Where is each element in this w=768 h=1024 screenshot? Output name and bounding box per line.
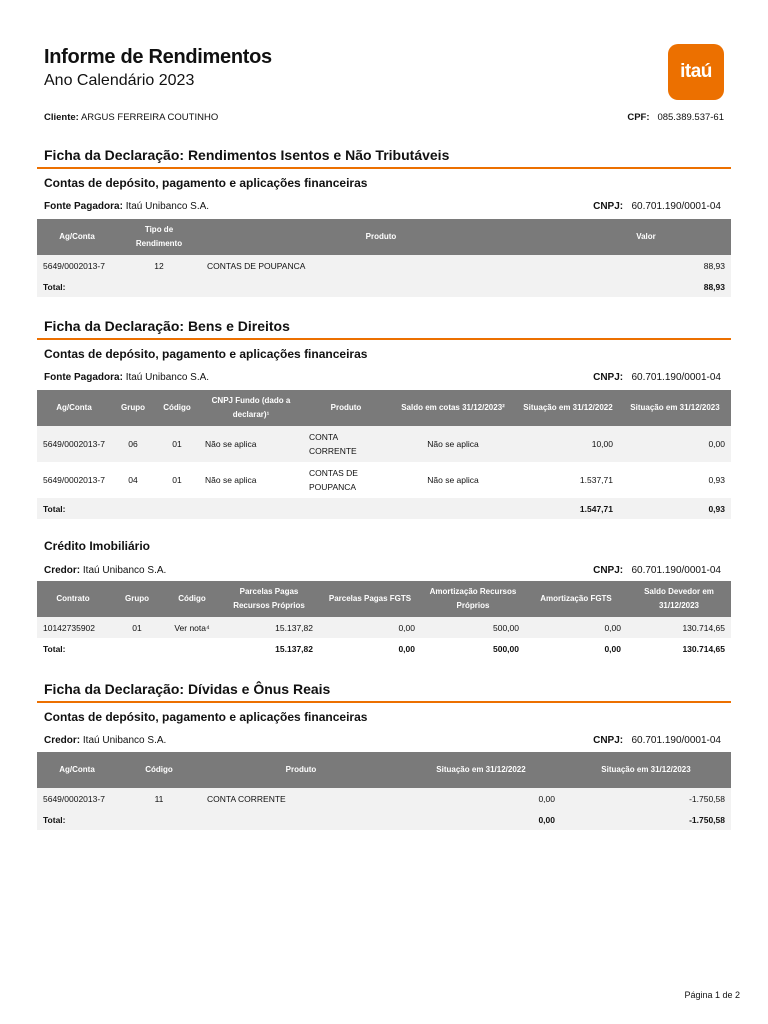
cell: 01 (172, 475, 182, 485)
subsection-title: Contas de depósito, pagamento e aplicações financeiras (44, 710, 368, 724)
cell: 5649/0002013-7 (37, 788, 117, 809)
col-header: Código (155, 390, 199, 426)
page-subtitle: Ano Calendário 2023 (44, 72, 195, 89)
table-row (37, 788, 731, 809)
cell: Não se aplica (427, 475, 479, 485)
fonte-pagadora (44, 201, 209, 212)
cnpj-label: CNPJ: (593, 565, 624, 576)
cell: 0,00 (525, 617, 627, 638)
col-header: Parcelas Pagas FGTS (319, 581, 421, 617)
total-value: 1.547,71 (517, 498, 619, 519)
col-header: Situação em 31/12/2023 (619, 390, 731, 426)
col-header: Grupo (111, 390, 155, 426)
cnpj-value: 60.701.190/0001-04 (631, 372, 721, 383)
cell: 0,00 (619, 426, 731, 462)
table-row (37, 617, 731, 638)
cell: Não se aplica (199, 426, 303, 462)
cell: CONTAS DE POUPANCA (309, 468, 358, 492)
table-header-row (37, 581, 731, 617)
total-value: 15.137,82 (275, 643, 313, 654)
cell: 500,00 (421, 617, 525, 638)
cell: 15.137,82 (219, 617, 319, 638)
total-label: Total: (37, 498, 111, 519)
col-header: Amortização Recursos Próprios (421, 581, 525, 617)
col-header: Valor (561, 219, 731, 255)
total-row (37, 276, 731, 297)
cell: 0,00 (319, 617, 421, 638)
total-row (37, 498, 731, 519)
dividas-table (37, 752, 731, 830)
fonte-value: Itaú Unibanco S.A. (125, 372, 210, 383)
credor-value: Itaú Unibanco S.A. (82, 735, 167, 746)
total-value: 88,93 (561, 276, 731, 297)
col-header: CNPJ Fundo (dado a declarar)¹ (199, 390, 303, 426)
col-header: Ag/Conta (37, 752, 117, 788)
section-title-bens: Ficha da Declaração: Bens e Direitos (44, 318, 290, 334)
fonte-pagadora (44, 372, 209, 383)
table-header-row (37, 390, 731, 426)
cell: 1.537,71 (579, 475, 613, 485)
credito-table (37, 581, 731, 659)
cell: CONTAS DE POUPANCA (201, 255, 561, 276)
table-row (37, 462, 731, 498)
col-header: Amortização FGTS (525, 581, 627, 617)
cell: 5649/0002013-7 (37, 255, 117, 276)
table-header-row (37, 219, 731, 255)
fonte-value: Itaú Unibanco S.A. (125, 201, 210, 212)
section-divider (37, 338, 731, 340)
total-value: 0,00 (401, 809, 561, 830)
col-header: Código (117, 752, 201, 788)
cell: CONTA CORRENTE (201, 788, 401, 809)
cpf-value: 085.389.537-61 (657, 112, 724, 123)
page-title: Informe de Rendimentos (44, 46, 272, 68)
col-header: Grupo (109, 581, 165, 617)
col-header: Saldo em cotas 31/12/2023² (389, 390, 517, 426)
col-header: Produto (201, 219, 561, 255)
cell: 0,93 (708, 475, 725, 485)
cell: 06 (111, 426, 155, 462)
total-label: Total: (37, 809, 117, 830)
cnpj-info (593, 201, 721, 212)
total-label: Total: (43, 643, 66, 654)
col-header: Ag/Conta (37, 390, 111, 426)
bens-table (37, 390, 731, 519)
client-info (44, 112, 218, 123)
cnpj-value: 60.701.190/0001-04 (631, 565, 721, 576)
cell: 5649/0002013-7 (43, 475, 105, 485)
credor-info (44, 735, 166, 746)
cnpj-label: CNPJ: (593, 372, 624, 383)
cnpj-value: 60.701.190/0001-04 (631, 201, 721, 212)
cell: 11 (117, 788, 201, 809)
total-value: 130.714,65 (682, 643, 725, 654)
col-header: Saldo Devedor em 31/12/2023 (627, 581, 731, 617)
cell: 88,93 (561, 255, 731, 276)
credor-label: Credor: (44, 565, 81, 576)
col-header: Situação em 31/12/2023 (561, 752, 731, 788)
total-row (37, 638, 731, 659)
section-divider (37, 167, 731, 169)
subsection-title: Contas de depósito, pagamento e aplicações financeiras (44, 347, 368, 361)
fonte-label: Fonte Pagadora: (44, 372, 123, 383)
fonte-label: Fonte Pagadora: (44, 201, 123, 212)
credor-info (44, 565, 166, 576)
table-row (37, 426, 731, 462)
cell: Não se aplica (389, 426, 517, 462)
cell: 12 (117, 255, 201, 276)
cell: Não se aplica (205, 475, 257, 485)
subsection-title-credito: Crédito Imobiliário (44, 539, 151, 553)
table-row (37, 255, 731, 276)
client-name: ARGUS FERREIRA COUTINHO (80, 112, 219, 123)
col-header: Situação em 31/12/2022 (401, 752, 561, 788)
cpf-label: CPF: (627, 112, 650, 123)
rendimentos-table (37, 219, 731, 297)
cell: 5649/0002013-7 (37, 426, 111, 462)
total-value: 500,00 (493, 643, 519, 654)
col-header: Produto (201, 752, 401, 788)
total-label: Total: (37, 276, 117, 297)
client-label: Cliente: (44, 112, 79, 123)
total-value: 0,93 (619, 498, 731, 519)
cnpj-info (593, 565, 721, 576)
page-number: Página 1 de 2 (684, 990, 740, 1000)
col-header: Ag/Conta (37, 219, 117, 255)
cell: 01 (109, 617, 165, 638)
total-value: 0,00 (604, 643, 621, 654)
credor-label: Credor: (44, 735, 81, 746)
itau-logo: itaú (668, 44, 724, 100)
cell: 01 (155, 426, 199, 462)
section-divider (37, 701, 731, 703)
cpf-info (627, 112, 724, 123)
table-header-row (37, 752, 731, 788)
col-header: Produto (303, 390, 389, 426)
cnpj-info (593, 735, 721, 746)
cell: -1.750,58 (561, 788, 731, 809)
col-header: Situação em 31/12/2022 (517, 390, 619, 426)
cell: 10,00 (517, 426, 619, 462)
cell: 10142735902 (37, 617, 109, 638)
cell: 04 (128, 475, 138, 485)
subsection-title: Contas de depósito, pagamento e aplicações financeiras (44, 176, 368, 190)
cnpj-info (593, 372, 721, 383)
col-header: Contrato (37, 581, 109, 617)
cnpj-label: CNPJ: (593, 201, 624, 212)
section-title-rendimentos: Ficha da Declaração: Rendimentos Isentos e Não Tributáveis (44, 147, 450, 163)
total-row (37, 809, 731, 830)
cell: 0,00 (401, 788, 561, 809)
total-value: -1.750,58 (561, 809, 731, 830)
cell: CONTA CORRENTE (303, 426, 389, 462)
cell: Ver nota⁴ (165, 617, 219, 638)
col-header: Código (165, 581, 219, 617)
cnpj-label: CNPJ: (593, 735, 624, 746)
section-title-dividas: Ficha da Declaração: Dívidas e Ônus Reais (44, 681, 331, 697)
cell: 130.714,65 (627, 617, 731, 638)
col-header: Tipo de Rendimento (117, 219, 201, 255)
total-value: 0,00 (398, 643, 415, 654)
credor-value: Itaú Unibanco S.A. (82, 565, 167, 576)
col-header: Parcelas Pagas Recursos Próprios (219, 581, 319, 617)
cnpj-value: 60.701.190/0001-04 (631, 735, 721, 746)
